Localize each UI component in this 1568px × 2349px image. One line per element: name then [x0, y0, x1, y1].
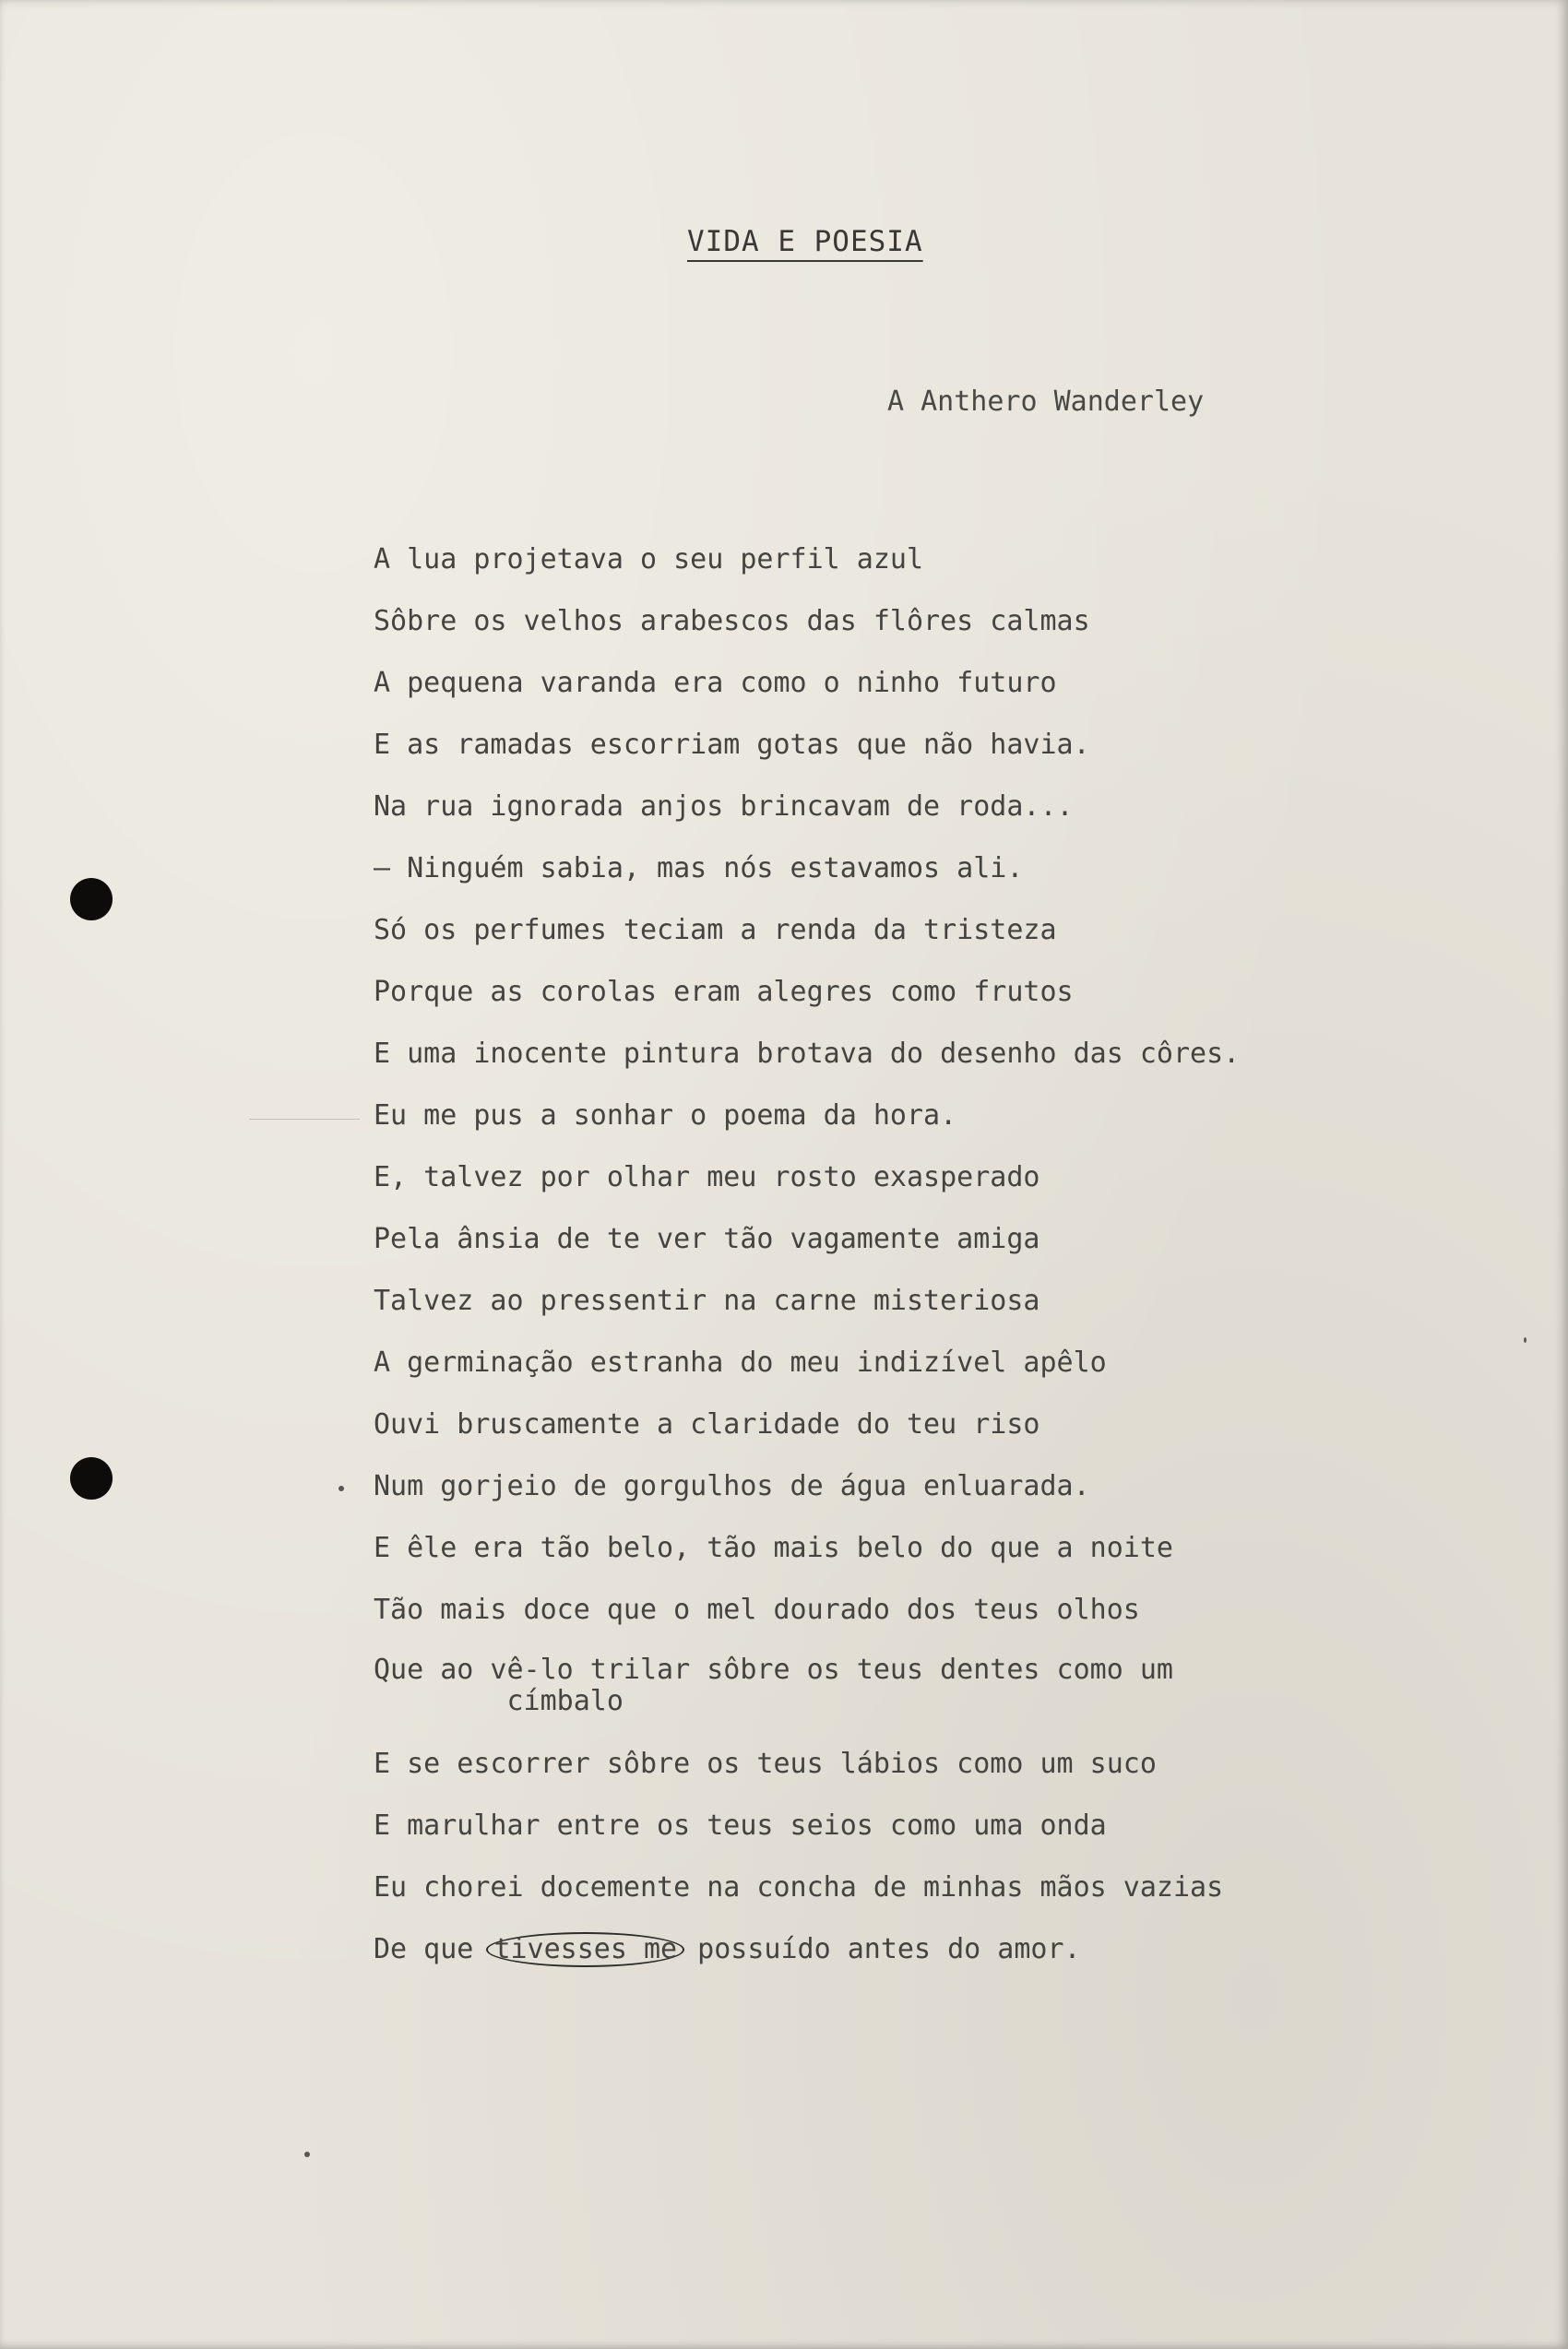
verse-line: Ouvi bruscamente a claridade do teu riso [374, 1408, 1040, 1441]
verse-line-last [374, 1932, 1434, 1994]
ink-speck [1524, 1337, 1526, 1343]
last-line-end: possuído antes do amor. [681, 1933, 1081, 1965]
verse-line: E êle era tão belo, tão mais belo do que a noite [374, 1532, 1173, 1564]
verse-line: E se escorrer sôbre os teus lábios como um suco [374, 1748, 1157, 1780]
poem-body [374, 542, 1434, 1994]
poem-title: VIDA E POESIA [687, 225, 923, 258]
verse-line: E as ramadas escorriam gotas que não havia. [374, 729, 1090, 761]
verse-line: A lua projetava o seu perfil azul [374, 543, 924, 575]
last-line-start: De que [374, 1933, 491, 1965]
verse-line: Na rua ignorada anjos brincavam de roda... [374, 790, 1074, 823]
circled-handwritten-annotation: tivesses me [486, 1932, 684, 1967]
verse-line: Só os perfumes teciam a renda da tristeza [374, 914, 1057, 946]
verse-line: E, talvez por olhar meu rosto exasperado [374, 1161, 1040, 1193]
ink-speck [339, 1486, 344, 1491]
verse-line: Eu me pus a sonhar o poema da hora. [374, 1099, 957, 1132]
verse-line: Sôbre os velhos arabescos das flôres calmas [374, 605, 1090, 637]
dedication: A Anthero Wanderley [887, 386, 1205, 418]
verse-line: E uma inocente pintura brotava do desenho das côres. [374, 1038, 1241, 1070]
punch-hole [70, 1457, 113, 1500]
verse-line: Porque as corolas eram alegres como frutos [374, 976, 1074, 1008]
verse-line: Tão mais doce que o mel dourado dos teus olhos [374, 1594, 1140, 1626]
verse-line: A pequena varanda era como o ninho futuro [374, 667, 1057, 699]
verse-line: E marulhar entre os teus seios como uma onda [374, 1809, 1107, 1842]
verse-line-wrapped: Que ao vê-lo trilar sôbre os teus dentes como um címbalo [374, 1654, 1173, 1717]
verse-line: A germinação estranha do meu indizível apêlo [374, 1347, 1107, 1379]
verse-line: — Ninguém sabia, mas nós estavamos ali. [374, 852, 1024, 884]
verse-line: Eu chorei docemente na concha de minhas mãos vazias [374, 1871, 1224, 1904]
verse-line: Pela ânsia de te ver tão vagamente amiga [374, 1223, 1040, 1255]
punch-hole [70, 878, 113, 920]
verse-line: Talvez ao pressentir na carne misteriosa [374, 1285, 1040, 1317]
paper-crease [249, 1119, 360, 1120]
ink-speck [304, 2152, 310, 2157]
verse-line: Num gorjeio de gorgulhos de água enluarada. [374, 1470, 1090, 1502]
